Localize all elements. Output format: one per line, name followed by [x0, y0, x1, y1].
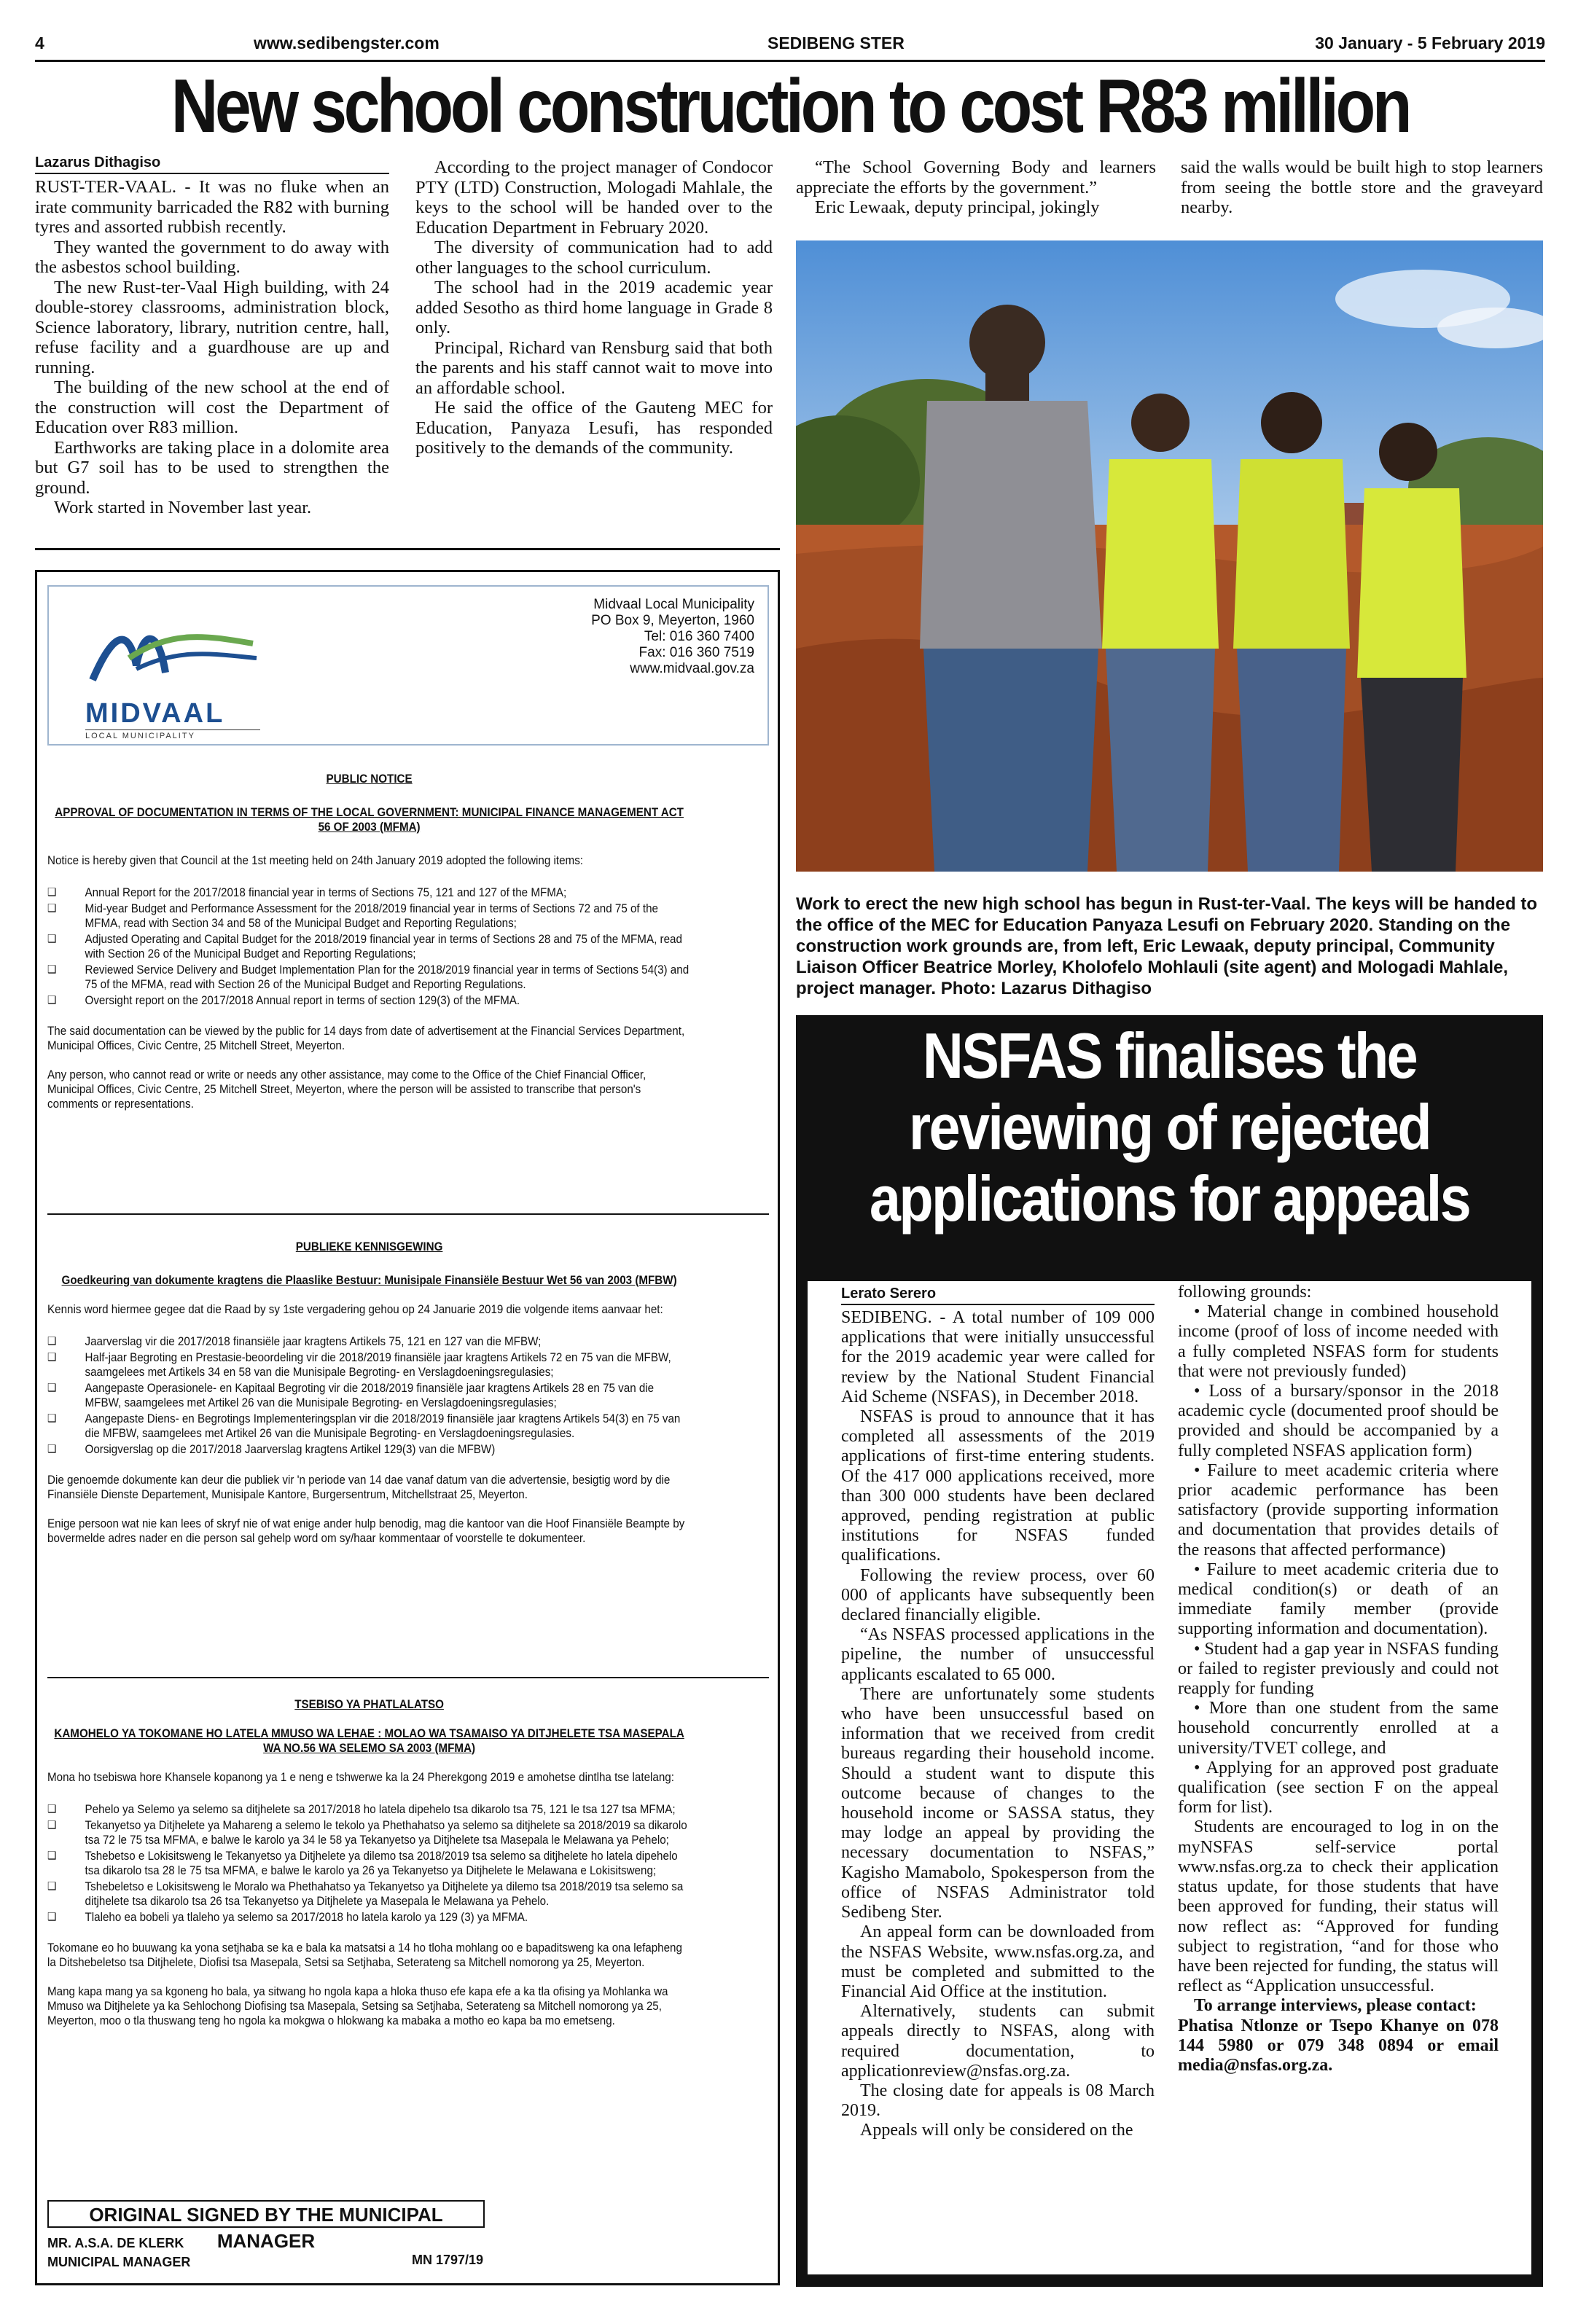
body-paragraph: An appeal form can be downloaded from the NSFAS Website, www.nsfas.org.za, and must be completed and submitted to the Financial Aid Office at the institution. — [841, 1922, 1155, 2001]
headline-line: applications for appeals — [869, 1162, 1470, 1235]
body-paragraph: The new Rust-ter-Vaal High building, with 24 double-storey classrooms, administration block, Science laboratory, library, nutrition centre, hall, refuse facility and a guardhouse are up and running. — [35, 277, 389, 377]
signatory — [47, 2234, 190, 2272]
notice-paragraph: Tokomane eo ho buuwang ka yona setjhaba se ka e bala ka matsatsi a 14 ho tloha mohlang oo e bapaditsweng ka ona lefapheng la Ditshebeletso tsa Ditjhelete, Diofisi tsa Masepala, Setsi sa Setjhaba, Seterateng sa Mitchell nomorong ya 25, Meyerton. — [47, 1941, 682, 1969]
address-line: Midvaal Local Municipality — [593, 597, 754, 612]
notice-heading: PUBLIC NOTICE — [326, 772, 413, 786]
address-line[interactable]: www.midvaal.gov.za — [630, 661, 754, 676]
signature-rule — [47, 2226, 485, 2228]
nsfas-story-body — [808, 1281, 1531, 2274]
lead-byline: Lazarus Dithagiso — [35, 154, 389, 174]
signed-statement: ORIGINAL SIGNED BY THE MUNICIPAL MANAGER — [47, 2200, 485, 2226]
paper-name: SEDIBENG STER — [767, 34, 905, 52]
notice-item: ❑ Oversight report on the 2017/2018 Annual report in terms of section 129(3) of the MFMA. — [47, 993, 691, 1008]
body-paragraph: said the walls would be built high to stop learners from seeing the bottle store and the graveyard nearby. — [1181, 157, 1543, 217]
notice-divider — [47, 1677, 769, 1678]
notice-item: ❑ Aangepaste Diens- en Begrotings Implementeringsplan vir die 2018/2019 finansiële jaar kragtens Artikels 54(3) en 75 van die MFBW, saamgelees met Artikel 26 van die Munisipale Begroting- en Verslagdoeningsregulasies. — [47, 1412, 691, 1441]
notice-subheading: APPROVAL OF DOCUMENTATION IN TERMS OF THE LOCAL GOVERNMENT: MUNICIPAL FINANCE MANAGEMENT ACT 56 OF 2003 (MFMA) — [55, 806, 684, 834]
body-paragraph: The diversity of communication had to add other languages to the school curriculum. — [415, 238, 773, 278]
body-paragraph: • Loss of a bursary/sponsor in the 2018 academic cycle (documented proof should be provided and should be accompanied by a fully completed NSFAS application form) — [1178, 1382, 1499, 1460]
nsfas-column-2 — [1178, 1283, 1499, 2075]
headline-line: reviewing of rejected — [909, 1091, 1430, 1163]
body-paragraph: He said the office of the Gauteng MEC for Education, Panyaza Lesufi, has responded positively to the demands of the community. — [415, 398, 773, 458]
notice-item: ❑ Adjusted Operating and Capital Budget for the 2018/2019 financial year in terms of Sections 28 and 75 of the MFMA, read with Section 26 of the Municipal Budget and Reporting Regulations; — [47, 932, 691, 961]
notice-subheading: KAMOHELO YA TOKOMANE HO LATELA MMUSO WA LEHAE : MOLAO WA TSAMAISO YA DITJHELETE TSA MASEPALA WA NO.56 WA SELEMO SA 2003 (MFMA) — [54, 1727, 684, 1755]
notice-item: ❑ Oorsigverslag op die 2017/2018 Jaarverslag kragtens Artikel 129(3) van die MFBW) — [47, 1442, 691, 1457]
construction-site-photo — [796, 240, 1543, 872]
signatory-name: MR. A.S.A. DE KLERK — [47, 2236, 184, 2250]
notice-paragraph: Any person, who cannot read or write or needs any other assistance, may come to the Office of the Chief Financial Officer, Municipal Offices, Civic Centre, 25 Mitchell Street, Meyerton, where the person will be assisted to transcribe that person's comments or representations. — [47, 1068, 647, 1111]
body-paragraph: According to the project manager of Condocor PTY (LTD) Construction, Mologadi Mahlale, the keys to the school will be handed over to the Education Department in February 2020. — [415, 157, 773, 238]
body-paragraph: • Material change in combined household income (proof of loss of income needed with a fully completed NSFAS form for students that were not previously funded) — [1178, 1302, 1499, 1381]
notice-divider — [47, 1213, 769, 1215]
midvaal-public-notice — [35, 570, 780, 2285]
lead-column-4 — [1181, 157, 1543, 218]
notice-item: ❑ Tlaleho ea bobeli ya tlaleho ya selemo sa 2017/2018 ho latela karolo ya 129 (3) ya MFMA. — [47, 1910, 691, 1925]
notice-item: ❑ Aangepaste Operasionele- en Kapitaal Begroting vir die 2018/2019 finansiële jaar kragtens Artikels 28 en 75 van die MFBW, saamgelees met Artikel 26 van die Munisipale Begroting- en Verslagdoeningsregulasies; — [47, 1381, 691, 1410]
signatory-title: MUNICIPAL MANAGER — [47, 2255, 191, 2269]
website-link[interactable]: www.sedibengster.com — [254, 34, 440, 52]
page-number: 4 — [35, 34, 44, 52]
photo-caption: Work to erect the new high school has begun in Rust-ter-Vaal. The keys will be handed to the office of the MEC for Education Panyaza Lesufi on February 2020. Standing on the construction work grounds are, from left, Eric Lewaak, deputy principal, Community Liaison Officer Beatrice Morley, Kholofelo Mohlauli (site agent) and Mologadi Mahlale, project manager. Photo: Lazarus Dithagiso — [796, 894, 1538, 998]
notice-item: ❑ Mid-year Budget and Performance Assessment for the 2018/2019 financial year in terms of Sections 72 and 75 of the MFMA, read with Section 34 and 58 of the Municipal Budget and Reporting Regulations; — [47, 901, 691, 931]
notice-english — [47, 772, 745, 1111]
body-paragraph: SEDIBENG. - A total number of 109 000 applications that were initially unsuccessful for the 2019 academic year were called for review by the National Student Financial Aid Scheme (NSFAS), in December 2018. — [841, 1308, 1155, 1406]
body-paragraph: The closing date for appeals is 08 March 2019. — [841, 2081, 1155, 2121]
advert-letterhead — [47, 585, 769, 746]
body-paragraph: RUST-TER-VAAL. - It was no fluke when an irate community barricaded the R82 with burning tyres and assorted rubbish recently. — [35, 177, 389, 237]
page-masthead — [35, 34, 1545, 58]
notice-sesotho — [47, 1697, 745, 2028]
midvaal-logo — [85, 614, 260, 738]
notice-items — [47, 1802, 691, 1925]
municipality-address — [591, 597, 754, 677]
notice-subheading: Goedkeuring van dokumente kragtens die Plaaslike Bestuur: Munisipale Finansiële Bestuur Wet 56 van 2003 (MFBW) — [61, 1274, 677, 1287]
address-line: Tel: 016 360 7400 — [644, 629, 754, 644]
notice-paragraph: Mang kapa mang ya sa kgoneng ho bala, ya sitwang ho ngola kapa a hloka thuso efe kapa efe a ka tla ofising ya Mohlanka wa Mmuso wa Ditjhelete ya ka Sehlochong Diofising tsa Masepala, Setsing sa Setjhaba, Seterateng sa Mitchell nomorong ya 25, Meyerton, moo o tla thuswang teng ho ngola ka mokgwa o hlokwang ka mabaka a motho eo kapa ba mo emetseng. — [47, 1985, 668, 2027]
body-paragraph: • Failure to meet academic criteria where prior academic performance has been satisfactory (provide supporting information and documentation that provides details of the reasons that affected performance) — [1178, 1460, 1499, 1560]
notice-item: ❑ Jaarverslag vir die 2017/2018 finansiële jaar kragtens Artikels 75, 121 en 127 van die MFBW; — [47, 1334, 691, 1349]
body-paragraph: Students are encouraged to log in on the myNSFAS self-service portal www.nsfas.org.za to check their application status update, for those students that have been approved for funding, their status will now reflect as: “Approved for funding subject to registration, “and for those who have been rejected for funding, the status will reflect as “Application unsuccessful. — [1178, 1818, 1499, 1996]
body-paragraph: • More than one student from the same household concurrently enrolled at a university/TVET college, and — [1178, 1699, 1499, 1758]
nsfas-headline — [841, 1020, 1499, 1235]
notice-intro: Notice is hereby given that Council at the 1st meeting held on 24th January 2019 adopted the following items: — [47, 854, 584, 867]
lead-column-1 — [35, 154, 389, 518]
body-paragraph: Principal, Richard van Rensburg said that both the parents and his staff cannot wait to move into an affordable school. — [415, 337, 773, 398]
body-paragraph: Following the review process, over 60 000 of applicants have subsequently been declared financially eligible. — [841, 1565, 1155, 1625]
notice-paragraph: Enige persoon wat nie kan lees of skryf nie of wat enige ander hulp benodig, mag die kantoor van die Hoof Finansiële Beampte by bovermelde adres nader en die person sal gehelp word om sy/haar kommentaar of voorstelle te dokumenteer. — [47, 1517, 685, 1545]
body-paragraph: They wanted the government to do away with the asbestos school building. — [35, 237, 389, 277]
notice-item: ❑ Tshebeletso e Lokisitsweng le Moralo wa Phethahatso ya Tekanyetso ya Ditjhelete ya dilemo tsa 2018/2019 tsa selemo sa ditjhelete tsa dikarolo tsa 26 tsa Tekanyetso ya Ditjhelete ya Masepala le Melawana ya Pehelo. — [47, 1879, 691, 1909]
notice-item: ❑ Reviewed Service Delivery and Budget Implementation Plan for the 2018/2019 financial year in terms of Sections 54(3) and 75 of the MFMA, read with Section 26 of the Municipal Budget and Reporting Regulations. — [47, 963, 691, 992]
nsfas-byline: Lerato Serero — [841, 1286, 1155, 1305]
address-line: Fax: 016 360 7519 — [638, 645, 754, 660]
body-paragraph: Alternatively, students can submit appeals directly to NSFAS, along with required documentation, to applicationreview@nsfas.org.za. — [841, 2002, 1155, 2081]
notice-item: ❑ Tshebetso e Lokisitsweng le Tekanyetso ya Ditjhelete ya dilemo tsa 2018/2019 tsa selemo sa ditjhelete ho latela dipehelo tsa dikarolo tsa 28 le 75 tsa MFMA, e balwe le karolo ya 26 ya Tekanyetso ya Ditjhelete le Melawana e Lokisitsweng; — [47, 1849, 691, 1878]
body-paragraph: Appeals will only be considered on the — [860, 2121, 1133, 2140]
notice-paragraph: The said documentation can be viewed by the public for 14 days from date of advertisement at the Financial Services Department, Municipal Offices, Civic Centre, 25 Mitchell Street, Meyerton. — [47, 1025, 685, 1052]
notice-item: ❑ Pehelo ya Selemo ya selemo sa ditjhelete sa 2017/2018 ho latela dipehelo tsa dikarolo tsa 75, 121 le tsa 127 tsa MFMA; — [47, 1802, 691, 1817]
address-line: PO Box 9, Meyerton, 1960 — [591, 613, 754, 628]
body-paragraph: following grounds: — [1178, 1283, 1312, 1302]
body-paragraph: The building of the new school at the end of the construction will cost the Department of Education over R83 million. — [35, 377, 389, 437]
body-paragraph: “The School Governing Body and learners appreciate the efforts by the government.” — [796, 157, 1156, 197]
body-paragraph: • Applying for an approved post graduate qualification (see section F on the appeal form for list). — [1178, 1758, 1499, 1818]
masthead-rule — [35, 60, 1545, 62]
body-paragraph: • Failure to meet academic criteria due to medical condition(s) or death of an immediate family member (provide supporting information and documentation). — [1178, 1560, 1499, 1639]
body-paragraph: Eric Lewaak, deputy principal, jokingly — [815, 197, 1100, 217]
contact-details: Phatisa Ntlonze or Tsepo Khanye on 078 144 5980 or 079 348 0894 or email media@nsfas.org.za. — [1178, 2016, 1499, 2075]
body-paragraph: Earthworks are taking place in a dolomite area but G7 soil has to be used to strengthen the ground. — [35, 437, 389, 498]
body-paragraph: • Student had a gap year in NSFAS funding or failed to register previously and could not reapply for funding — [1178, 1639, 1499, 1699]
notice-afrikaans — [47, 1240, 745, 1546]
logo-word: MIDVAAL — [85, 698, 225, 729]
contact-heading: To arrange interviews, please contact: — [1194, 1996, 1477, 2016]
lead-column-2 — [415, 157, 773, 458]
body-paragraph: “As NSFAS processed applications in the pipeline, the number of unsuccessful applicants escalated to 65 000. — [841, 1625, 1155, 1684]
notice-intro: Kennis word hiermee gegee dat die Raad by sy 1ste vergadering gehou op 24 Januarie 2019 die volgende items aanvaar het: — [47, 1303, 663, 1316]
notice-item: ❑ Annual Report for the 2017/2018 financial year in terms of Sections 75, 121 and 127 of the MFMA; — [47, 885, 691, 900]
logo-subtitle: LOCAL MUNICIPALITY — [85, 729, 260, 740]
headline-line: NSFAS finalises the — [922, 1020, 1417, 1092]
notice-intro: Mona ho tsebiswa hore Khansele kopanong ya 1 e neng e tshwerwe ka la 24 Pherekgong 2019 e amohetse dintlha tse latelang: — [47, 1771, 674, 1784]
notice-heading: TSEBISO YA PHATLALATSO — [294, 1698, 444, 1711]
notice-heading: PUBLIEKE KENNISGEWING — [295, 1240, 443, 1253]
body-paragraph: The school had in the 2019 academic year added Sesotho as third home language in Grade 8 only. — [415, 278, 773, 337]
lead-column-3 — [796, 157, 1156, 218]
lead-headline: New school construction to cost R83 million — [171, 64, 1410, 149]
notice-reference: MN 1797/19 — [412, 2253, 484, 2267]
notice-items — [47, 885, 691, 1008]
section-divider — [35, 548, 780, 550]
nsfas-column-1 — [841, 1286, 1155, 2141]
notice-item: ❑ Tekanyetso ya Ditjhelete ya Mahareng a selemo le tekolo ya Phethahatso ya selemo sa ditjhelete sa 2018/2019 sa dikarolo tsa 72 le 75 tsa MFMA, e balwe le karolo ya 34 le 58 ya Tekanyetso ya Ditjhelete tsa Masepala le Melawana ya Pehelo; — [47, 1818, 691, 1847]
body-paragraph: There are unfortunately some students who have been unsuccessful based on information that we received from credit bureaus regarding their household income. Should a student want to dispute this outcome because of changes to the household income or SASSA status, they may lodge an appeal by providing the necessary documentation to NSFAS,” Kagisho Mamabolo, Spokesperson from the office of NSFAS Administrator told Sedibeng Ster. — [841, 1684, 1155, 1922]
body-paragraph: Work started in November last year. — [54, 498, 312, 517]
midvaal-logo-mark — [85, 614, 260, 695]
notice-items — [47, 1334, 691, 1457]
notice-item: ❑ Half-jaar Begroting en Prestasie-beoordeling vir die 2018/2019 finansiële jaar kragtens Artikels 72 en 75 van die MFBW, saamgelees met Artikels 34 en 58 van die Munisipale Begroting- en Verslagdoeningsregulasies; — [47, 1350, 691, 1380]
notice-paragraph: Die genoemde dokumente kan deur die publiek vir 'n periode van 14 dae vanaf datum van die advertensie, besigtig word by die Finansiële Dienste Departement, Munisipale Kantore, Burgersentrum, Mitchellstraat 25, Meyerton. — [47, 1474, 671, 1501]
body-paragraph: NSFAS is proud to announce that it has completed all assessments of the 2019 applications of first-time entering students. Of the 417 000 applications received, more than 300 000 students have been declared approved, pending registration at public institutions for NSFAS funded qualifications. — [841, 1407, 1155, 1565]
issue-date: 30 January - 5 February 2019 — [1315, 34, 1545, 52]
